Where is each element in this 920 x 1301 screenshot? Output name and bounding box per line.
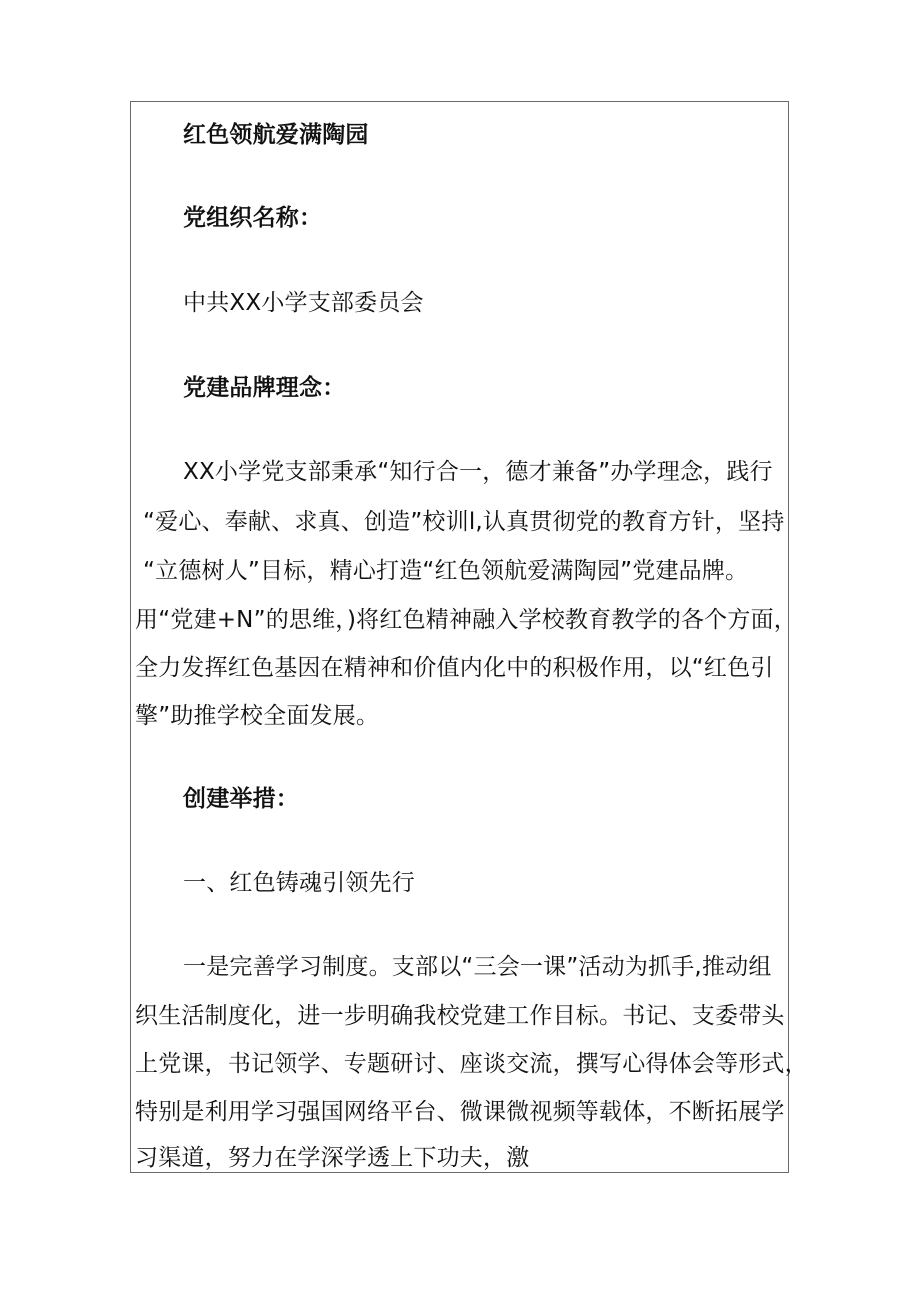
section-one-paragraph-line: 上党课，书记领学、专题研讨、座谈交流，撰写心得体会等形式， (135, 1051, 808, 1077)
concept-paragraph-line: 擎”助推学校全面发展。 (135, 703, 380, 729)
concept-heading: 党建品牌理念： (183, 375, 346, 401)
section-one-heading: 一、红色铸魂引领先行 (183, 870, 415, 896)
section-one-paragraph-line: 习渠道，努力在学深学透上下功夫，激 (135, 1145, 530, 1171)
org-heading: 党组织名称： (183, 205, 323, 231)
measures-heading: 创建举措： (183, 786, 299, 812)
org-name: 中共XX小学支部委员会 (183, 290, 424, 316)
concept-paragraph-line: 全力发挥红色基因在精神和价值内化中的积极作用，以“红色引 (135, 655, 774, 681)
concept-paragraph-line: “立德树人”目标，精心打造“红色领航爱满陶园”党建品牌。 (143, 558, 749, 584)
concept-paragraph-line: XX小学党支部秉承“知行合一，德才兼备”办学理念，践行 (183, 459, 773, 485)
section-one-paragraph-line: 织生活制度化，进一步明确我校党建工作目标。书记、支委带头 (135, 1003, 785, 1029)
section-one-paragraph-line: 一是完善学习制度。支部以“三会一课”活动为抓手,推动组 (183, 954, 772, 980)
section-one-paragraph-line: 特别是利用学习强国网络平台、微课微视频等载体，不断拓展学 (135, 1099, 785, 1125)
document-title: 红色领航爱满陶园 (183, 122, 369, 148)
concept-paragraph-line: 用“党建+N”的思维，)将红色精神融入学校教育教学的各个方面， (135, 607, 797, 633)
concept-paragraph-line: “爱心、奉献、求真、创造”校训l,认真贯彻党的教育方针，坚持 (143, 509, 785, 535)
document-frame (130, 101, 808, 1173)
